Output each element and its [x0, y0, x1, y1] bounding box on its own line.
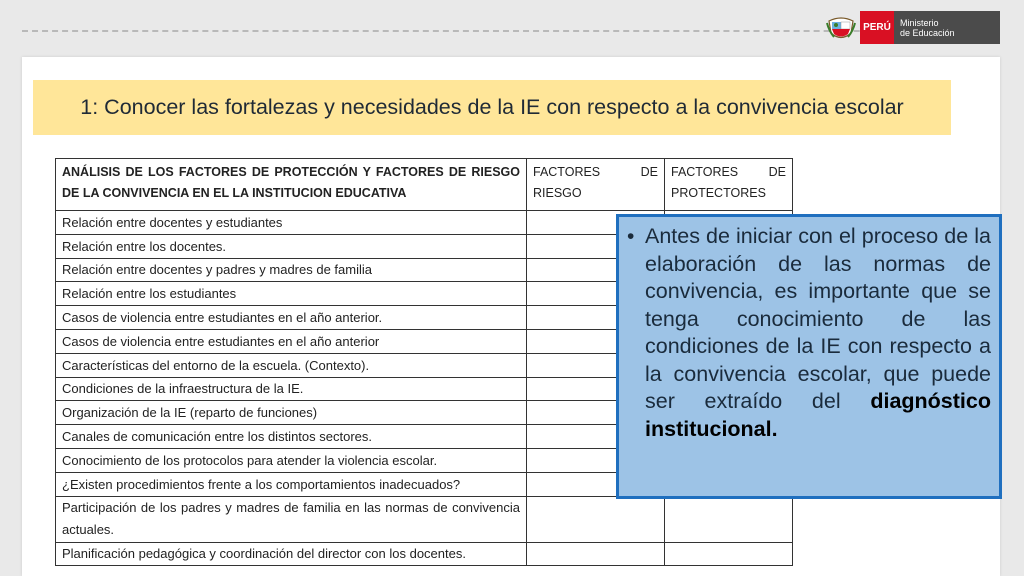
table-header-row — [56, 159, 793, 211]
peru-badge: PERÚ — [860, 11, 894, 44]
col-header-analysis: ANÁLISIS DE LOS FACTORES DE PROTECCIÓN Y FACTORES DE RIESGO DE LA CONVIVENCIA EN EL LA INSTITUCION EDUCATIVA — [56, 159, 527, 211]
callout-bold-text: diagnóstico institucional. — [645, 389, 991, 441]
ministry-label — [894, 11, 1000, 44]
row-label: Participación de los padres y madres de familia en las normas de convivencia actuales. — [56, 496, 527, 542]
title-banner — [33, 80, 951, 135]
callout-paragraph — [627, 223, 991, 443]
row-label: Planificación pedagógica y coordinación del director con los docentes. — [56, 542, 527, 566]
ministry-logo — [826, 10, 1000, 45]
col-header-protective: FACTORES DE PROTECTORES — [665, 159, 793, 211]
row-label: Canales de comunicación entre los distintos sectores. — [56, 425, 527, 449]
row-label: Relación entre los estudiantes — [56, 282, 527, 306]
ministry-line2: de Educación — [900, 27, 955, 38]
row-label: Casos de violencia entre estudiantes en el año anterior. — [56, 306, 527, 330]
row-label: Casos de violencia entre estudiantes en el año anterior — [56, 329, 527, 353]
col-header-risk: FACTORES DE RIESGO — [527, 159, 665, 211]
info-callout — [616, 214, 1002, 499]
bullet-icon: • — [627, 225, 635, 248]
table-row — [56, 496, 793, 542]
coat-of-arms-icon — [826, 13, 856, 43]
row-label: Organización de la IE (reparto de funciones) — [56, 401, 527, 425]
risk-cell[interactable] — [527, 496, 665, 542]
row-label: Relación entre docentes y padres y madres de familia — [56, 258, 527, 282]
row-label: Relación entre los docentes. — [56, 234, 527, 258]
row-label: Características del entorno de la escuela. (Contexto). — [56, 353, 527, 377]
slide-title: 1: Conocer las fortalezas y necesidades de la IE con respecto a la convivencia escolar — [80, 95, 904, 119]
row-label: Condiciones de la infraestructura de la IE. — [56, 377, 527, 401]
row-label: ¿Existen procedimientos frente a los comportamientos inadecuados? — [56, 472, 527, 496]
callout-text: Antes de iniciar con el proceso de la elaboración de las normas de convivencia, es importante que se tenga conocimiento de las condiciones de la IE con respecto a la convivencia escolar, que puede ser extraído del — [645, 224, 991, 413]
protective-cell[interactable] — [665, 542, 793, 566]
ministry-line1: Ministerio — [900, 17, 939, 28]
risk-cell[interactable] — [527, 542, 665, 566]
row-label: Conocimiento de los protocolos para atender la violencia escolar. — [56, 448, 527, 472]
row-label: Relación entre docentes y estudiantes — [56, 211, 527, 235]
protective-cell[interactable] — [665, 496, 793, 542]
table-row — [56, 542, 793, 566]
